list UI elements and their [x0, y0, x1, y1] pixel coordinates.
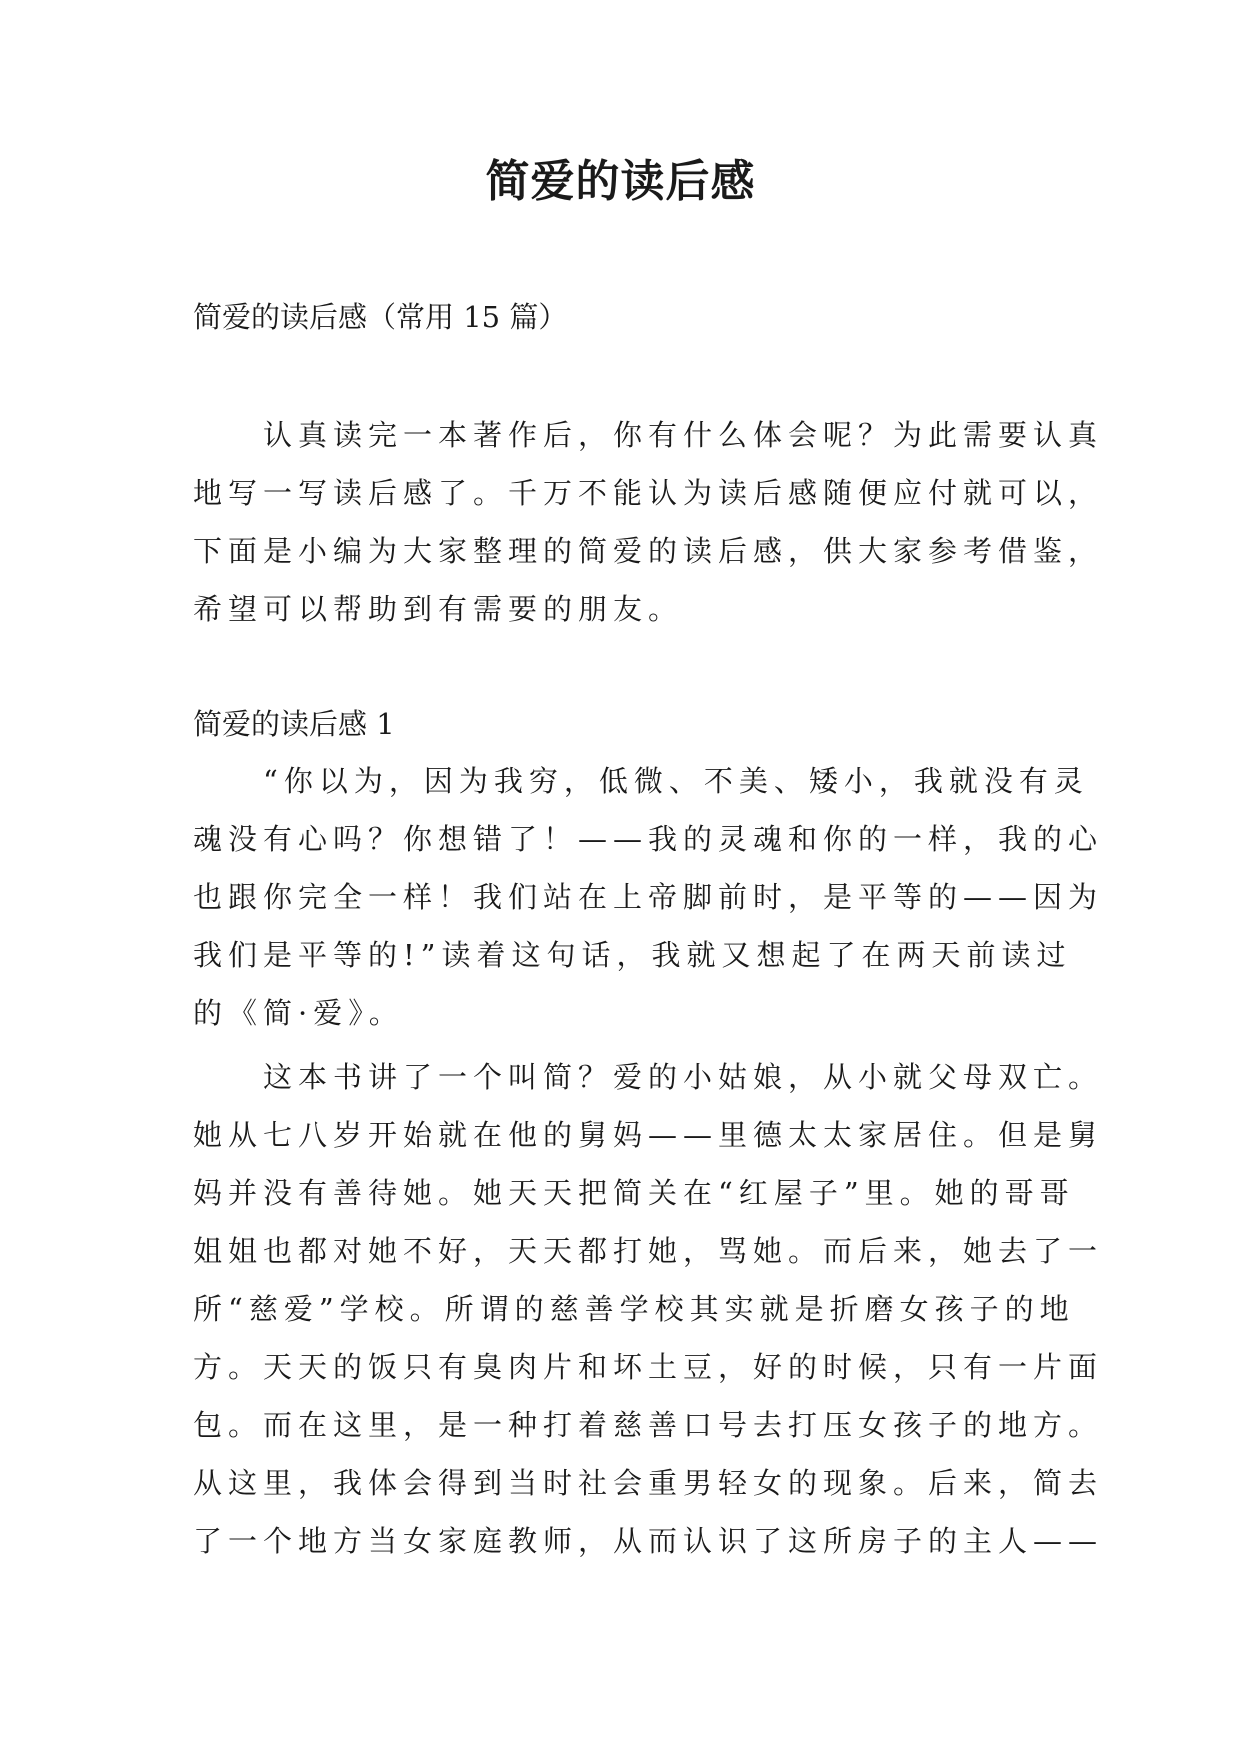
intro-line: 认真读完一本著作后，你有什么体会呢？为此需要认真 — [263, 418, 1104, 452]
intro-line: 地写一写读后感了。千万不能认为读后感随便应付就可以， — [193, 476, 1104, 510]
paragraph-line: 包。而在这里，是一种打着慈善口号去打压女孩子的地方。 — [193, 1408, 1104, 1442]
document-subtitle: 简爱的读后感（常用 15 篇） — [193, 300, 568, 334]
paragraph-line: 姐姐也都对她不好，天天都打她，骂她。而后来，她去了一 — [193, 1234, 1104, 1268]
paragraph-line: 魂没有心吗？你想错了！——我的灵魂和你的一样，我的心 — [193, 822, 1104, 856]
paragraph-line: 方。天天的饭只有臭肉片和坏土豆，好的时候，只有一片面 — [193, 1350, 1104, 1384]
paragraph-line: “你以为，因为我穷，低微、不美、矮小，我就没有灵 — [263, 764, 1089, 798]
paragraph-line: 了一个地方当女家庭教师，从而认识了这所房子的主人—— — [193, 1524, 1104, 1558]
paragraph-1 — [193, 752, 1104, 1042]
paragraph-line: 她从七八岁开始就在他的舅妈——里德太太家居住。但是舅 — [193, 1118, 1104, 1152]
intro-paragraph — [193, 406, 1104, 638]
paragraph-2 — [193, 1048, 1104, 1570]
paragraph-line: 所“慈爱”学校。所谓的慈善学校其实就是折磨女孩子的地 — [193, 1292, 1075, 1326]
paragraph-line: 妈并没有善待她。她天天把简关在“红屋子”里。她的哥哥 — [193, 1176, 1075, 1210]
paragraph-line: 从这里，我体会得到当时社会重男轻女的现象。后来，简去 — [193, 1466, 1104, 1500]
paragraph-line: 的《简·爱》。 — [193, 996, 404, 1030]
intro-line: 下面是小编为大家整理的简爱的读后感，供大家参考借鉴， — [193, 534, 1104, 568]
document-title: 简爱的读后感 — [485, 156, 756, 207]
intro-line: 希望可以帮助到有需要的朋友。 — [193, 592, 684, 626]
paragraph-line: 也跟你完全一样！我们站在上帝脚前时，是平等的——因为 — [193, 880, 1104, 914]
paragraph-line: 这本书讲了一个叫简？爱的小姑娘，从小就父母双亡。 — [263, 1060, 1104, 1094]
section-heading: 简爱的读后感 1 — [193, 707, 395, 741]
paragraph-line: 我们是平等的!”读着这句话，我就又想起了在两天前读过 — [193, 938, 1072, 972]
